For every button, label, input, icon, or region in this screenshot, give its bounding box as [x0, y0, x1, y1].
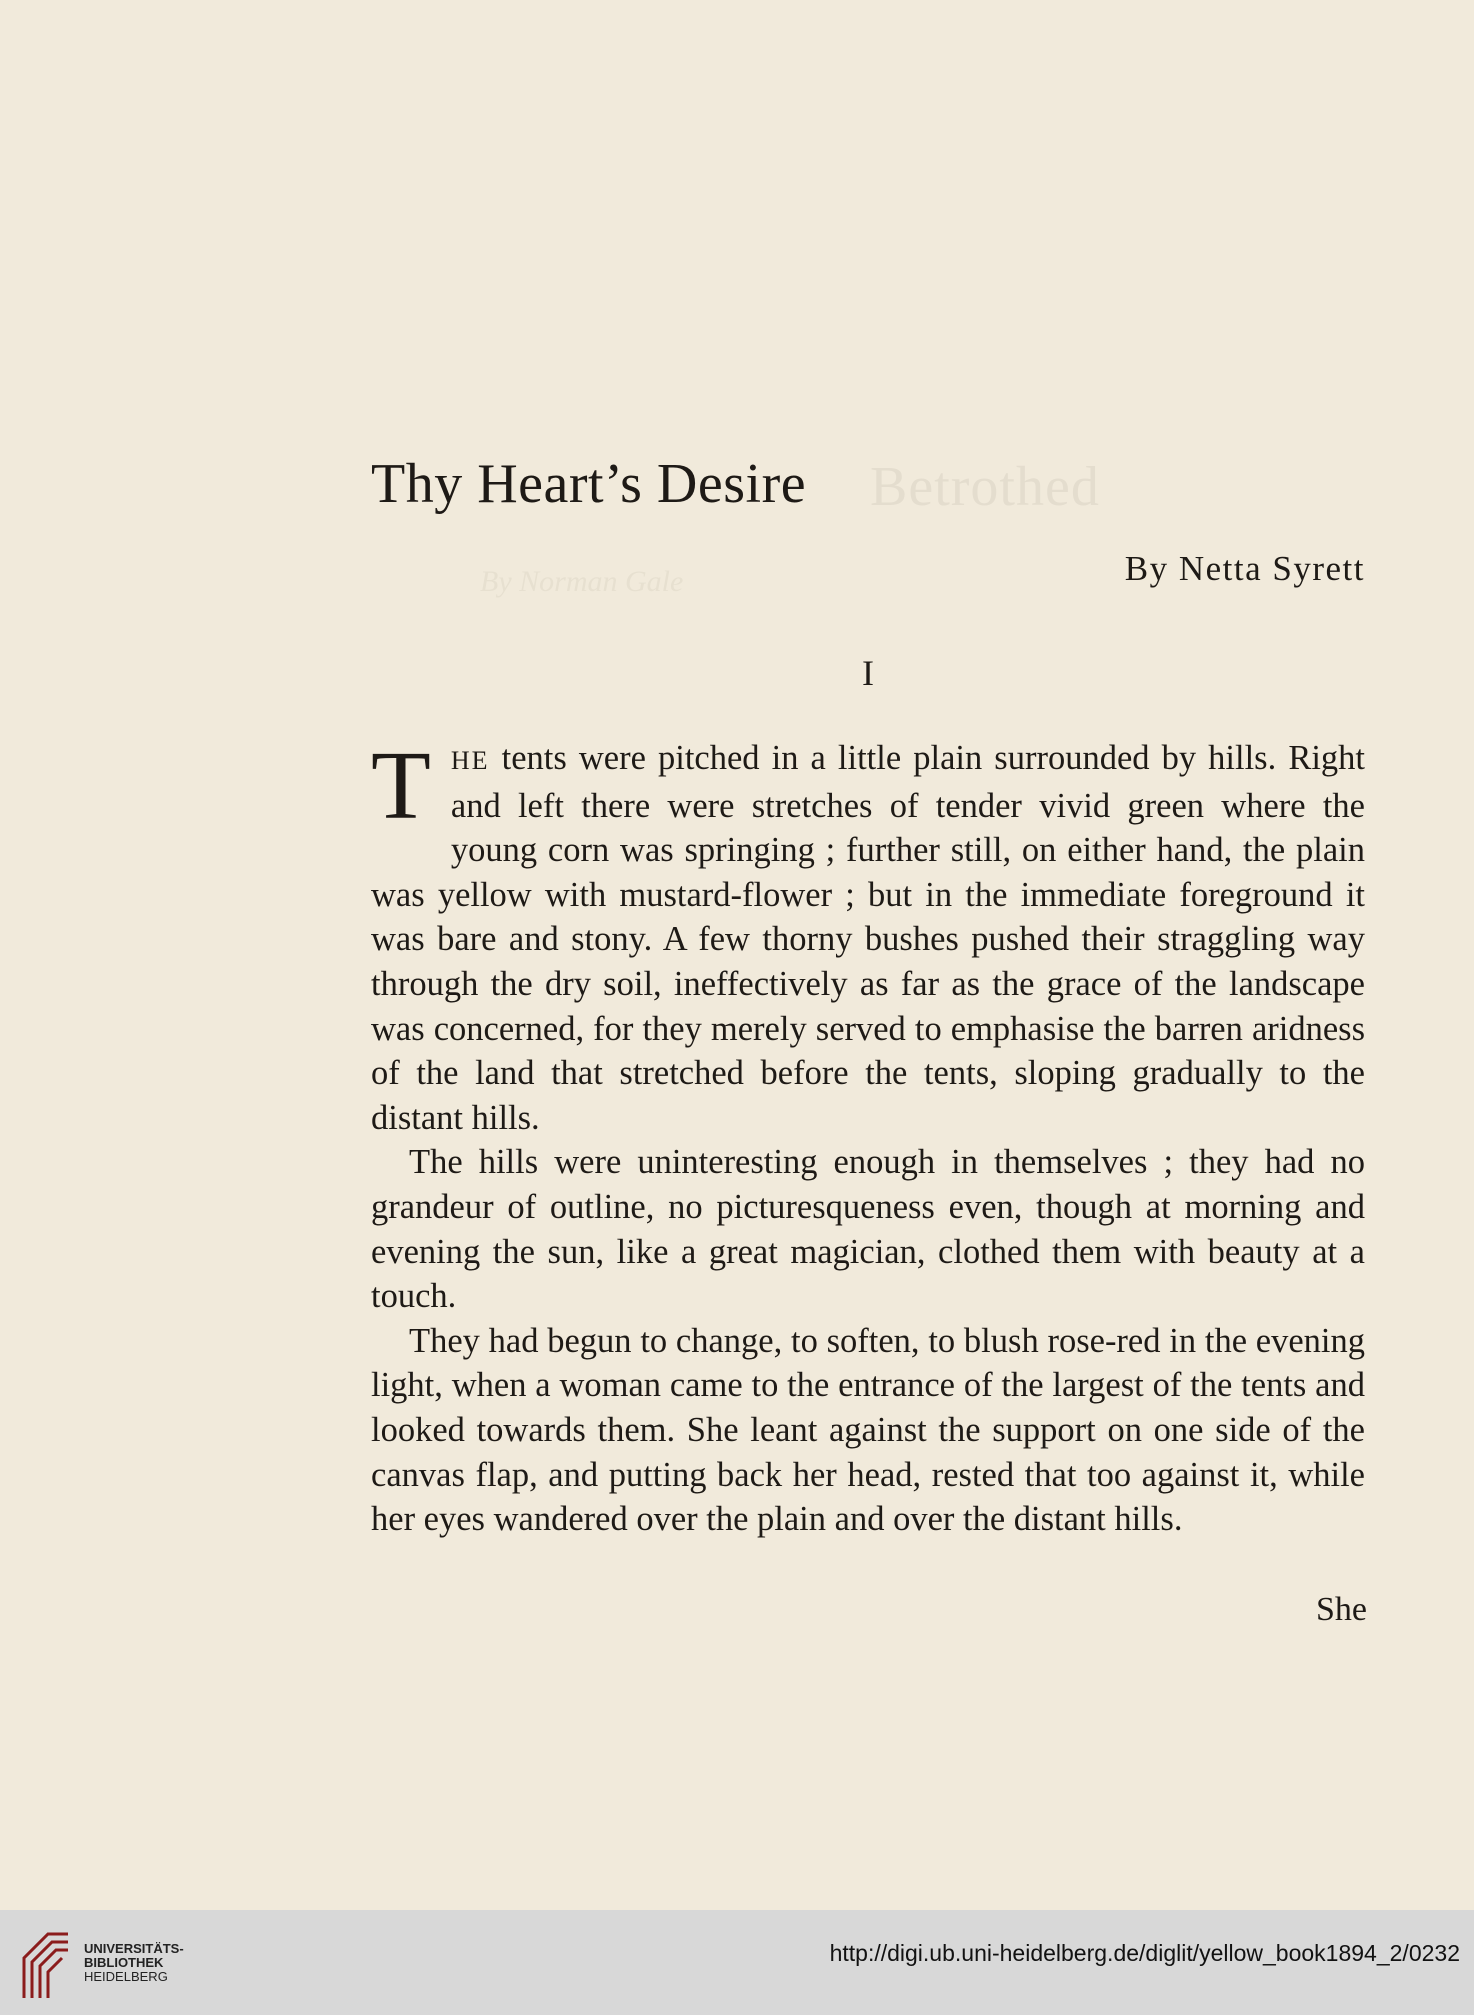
digitization-footer	[0, 1910, 1474, 2015]
library-logo-icon	[18, 1928, 74, 2000]
drop-cap: T	[371, 732, 431, 840]
show-through-title: Betrothed	[870, 456, 1100, 518]
library-name-line-2: BIBLIOTHEK	[84, 1955, 164, 1970]
show-through-author: By Norman Gale	[480, 565, 684, 598]
section-number: I	[862, 653, 874, 693]
page-title: Thy Heart’s Desire	[371, 453, 807, 515]
library-name-line-1: UNIVERSITÄTS-	[84, 1941, 184, 1956]
paragraph-3: They had begun to change, to soften, to blush rose-red in the evening light, when a woman came to the entrance of the largest of the tents and looked towards them. She leant against the support on one side of the canvas flap, and putting back her head, rested that too against it, while her eyes wandered over the plain and over the distant hills.	[371, 1321, 1365, 1539]
permalink-url[interactable]: http://digi.ub.uni-heidelberg.de/diglit/yellow_book1894_2/0232	[829, 1940, 1460, 1966]
catchword: She	[1316, 1591, 1367, 1628]
paragraph-2: The hills were uninteresting enough in themselves ; they had no grandeur of outline, no picturesqueness even, though at morning and evening the sun, like a great magician, clothed them with beauty at a touch.	[371, 1143, 1365, 1316]
paragraph-1-text: tents were pitched in a little plain surrounded by hills. Right and left there were stretches of tender vivid green where the young corn was springing ; further still, on either hand, the plain was yellow with mustard-flower ; but in the immediate foreground it was bare and stony. A few thorny bushes pushed their straggling way through the dry soil, ineffectively as far as the grace of the landscape was concerned, for they merely served to emphasise the barren aridness of the land that stretched before the tents, sloping gradually to the distant hills.	[371, 739, 1365, 1137]
library-name	[84, 1942, 184, 1984]
paragraph-1	[371, 732, 1365, 1140]
library-name-line-3: HEIDELBERG	[84, 1969, 168, 1984]
drop-cap-small-caps: HE	[450, 746, 490, 775]
article-body	[371, 732, 1365, 1542]
author-byline: By Netta Syrett	[1124, 549, 1365, 588]
